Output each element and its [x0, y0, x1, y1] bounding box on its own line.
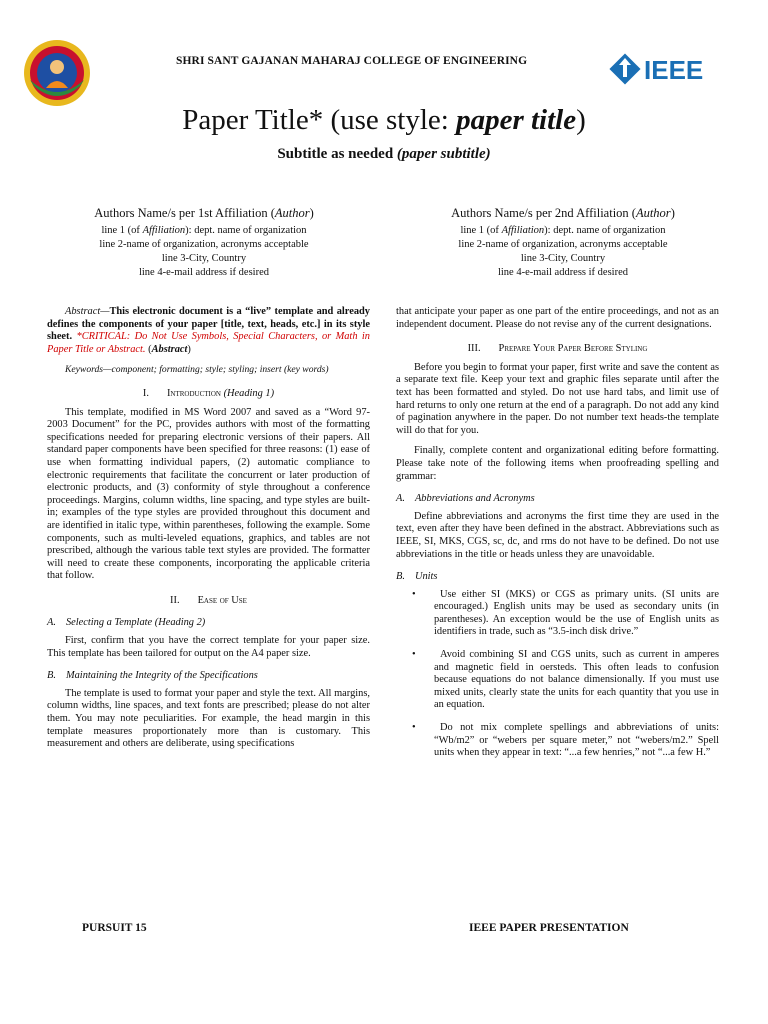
right-column	[396, 306, 719, 770]
abbreviations-paragraph: Define abbreviations and acronyms the first time they are used in the text, even after they have been defined in the abstract. Abbreviations such as IEEE, SI, MKS, CGS, sc, dc, and rms do not have to be defined. Do not use abbreviations in the title or heads unless they are unavoidable.	[396, 510, 719, 560]
affiliation-line-2: line 2-name of organization, acronyms acceptable	[458, 239, 668, 250]
bullet-icon: •	[412, 722, 416, 734]
paper-subtitle: Subtitle as needed (paper subtitle)	[277, 146, 491, 162]
footer-right: IEEE PAPER PRESENTATION	[469, 922, 629, 934]
list-item: • Use either SI (MKS) or CGS as primary units. (SI units are encouraged.) English units may be used as secondary units (in parentheses). An exception would be the use of English units as identifiers in trade, such as “3.5-inch disk drive.”	[412, 588, 719, 638]
author-block-2	[413, 206, 713, 280]
bullet-icon: •	[412, 588, 416, 600]
selecting-template-paragraph: First, confirm that you have the correct template for your paper size. This template has been tailored for output on the A4 paper size.	[47, 635, 370, 659]
list-item: • Do not mix complete spellings and abbreviations of units: “Wb/m2” or “webers per square meter,” not “webers/m2.” Spell units when they appear in text: “...a few henries,” not “...a few H.”	[412, 722, 719, 759]
affiliation-line-1: line 1 (of Affiliation): dept. name of organization	[460, 225, 666, 236]
units-list	[396, 589, 719, 760]
keywords: Keywords—component; formatting; style; styling; insert (key words)	[65, 364, 329, 376]
bullet-icon: •	[412, 649, 416, 661]
affiliation-line-3: line 3-City, Country	[520, 253, 606, 264]
left-column	[47, 306, 370, 751]
footer-left: PURSUIT 15	[82, 922, 147, 934]
affiliation-line-2: line 2-name of organization, acronyms acceptable	[99, 239, 309, 250]
heading-ease-of-use: II. Ease of Use	[170, 594, 247, 606]
college-name: SHRI SANT GAJANAN MAHARAJ COLLEGE OF ENGINEERING	[176, 55, 528, 67]
abstract: Abstract—This electronic document is a “live” template and already defines the components of your paper [title, text, heads, etc.] in its style sheet. *CRITICAL: Do Not Use Symbols, Special Characters, or Math in Paper Title or Abstract. (Abstract)	[47, 306, 370, 355]
affiliation-line-1: line 1 (of Affiliation): dept. name of organization	[101, 225, 307, 236]
author-block-1	[54, 206, 354, 280]
list-item: • Avoid combining SI and CGS units, such as current in amperes and magnetic field in oersteds. This often leads to confusion because equations do not balance dimensionally. If you must use mixed units, clearly state the units for each quantity that you use in an equation.	[412, 649, 719, 711]
prepare-paragraph-2: Finally, complete content and organizational editing before formatting. Please take note of the following items when proofreading spelling and grammar:	[396, 445, 719, 482]
heading-prepare-paper: III. Prepare Your Paper Before Styling	[467, 343, 648, 355]
heading-units: B. Units	[396, 571, 438, 583]
continued-paragraph: that anticipate your paper as one part of the entire proceedings, and not as an independent document. Please do not revise any of the current designations.	[396, 306, 719, 330]
introduction-paragraph: This template, modified in MS Word 2007 and saved as a “Word 97-2003 Document” for the PC, provides authors with most of the formatting specifications needed for preparing electronic versions of their papers. All standard paper components have been specified for three reasons: (1) ease of use when formatting individual papers, (2) automatic compliance to electronic requirements that facilitate the concurrent or later production of electronic products, and (3) conformity of style throughout a conference proceedings. Margins, column widths, line spacing, and type styles are built-in; examples of the type styles are provided throughout this document and are identified in italic type, within parentheses, following the example. Some components, such as multi-leveled equations, graphics, and tables are not prescribed, although the various table text styles are provided. The formatter will need to create these components, incorporating the applicable criteria that follow.	[47, 406, 370, 582]
heading-abbreviations: A. Abbreviations and Acronyms	[396, 493, 535, 505]
heading-introduction: I. Introduction (Heading 1)	[142, 387, 275, 399]
author-name: Authors Name/s per 1st Affiliation (Author)	[94, 206, 314, 220]
prepare-paragraph-1: Before you begin to format your paper, first write and save the content as a separate text file. Keep your text and graphic files separate until after the text has been formatted and styled. Do not use hard tabs, and limit use of hard returns to only one return at the end of a paragraph. Do not add any kind of pagination anywhere in the paper. Do not number text heads-the template will do that for you.	[396, 361, 719, 436]
college-logo	[22, 38, 92, 108]
ieee-logo	[608, 52, 720, 86]
heading-maintaining-integrity: B. Maintaining the Integrity of the Specifications	[47, 670, 258, 682]
ieee-logo-text: IEEE	[644, 55, 704, 85]
affiliation-line-4: line 4-e-mail address if desired	[138, 267, 270, 278]
heading-selecting-template: A. Selecting a Template (Heading 2)	[47, 617, 206, 629]
author-name: Authors Name/s per 2nd Affiliation (Author)	[451, 206, 675, 220]
maintaining-integrity-paragraph: The template is used to format your paper and style the text. All margins, column widths, line spaces, and text fonts are prescribed; please do not alter them. You may note peculiarities. For example, the head margin in this template measures proportionately more than is customary. This measurement and others are deliberate, using specifications	[47, 687, 370, 750]
affiliation-line-3: line 3-City, Country	[161, 253, 247, 264]
affiliation-line-4: line 4-e-mail address if desired	[497, 267, 629, 278]
abstract-critical-note: *CRITICAL: Do Not Use Symbols, Special Characters, or Math in Paper Title or Abstract.	[47, 331, 370, 355]
paper-title: Paper Title* (use style: paper title)	[182, 104, 586, 136]
